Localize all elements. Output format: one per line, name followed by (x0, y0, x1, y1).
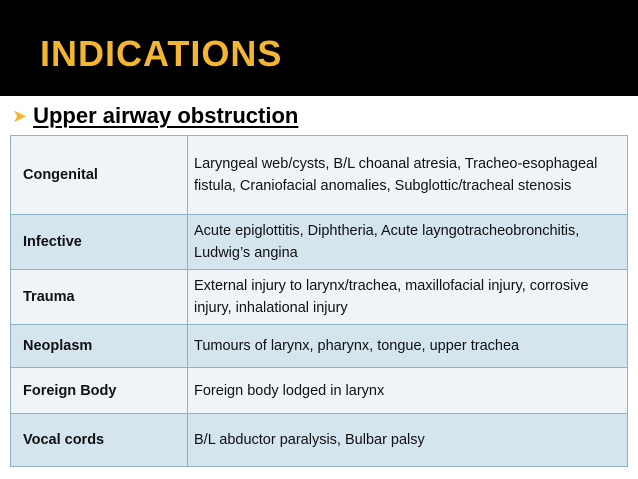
row-description: External injury to larynx/trachea, maxillofacial injury, corrosive injury, inhalational injury (188, 270, 628, 325)
row-description: Acute epiglottitis, Diphtheria, Acute layngotracheobronchitis, Ludwig’s angina (188, 215, 628, 270)
table-row (11, 215, 628, 270)
subtitle-row (12, 101, 298, 131)
row-category: Neoplasm (11, 325, 188, 368)
title-bar (0, 0, 638, 96)
indications-table (10, 135, 628, 467)
row-category: Congenital (11, 136, 188, 215)
row-category: Infective (11, 215, 188, 270)
row-description: Laryngeal web/cysts, B/L choanal atresia, Tracheo-esophageal fistula, Craniofacial anomalies, Subglottic/tracheal stenosis (188, 136, 628, 215)
table-row (11, 270, 628, 325)
row-description: Foreign body lodged in larynx (188, 368, 628, 414)
table-row (11, 325, 628, 368)
table-row (11, 368, 628, 414)
row-description: B/L abductor paralysis, Bulbar palsy (188, 414, 628, 467)
row-category: Vocal cords (11, 414, 188, 467)
table-row (11, 136, 628, 215)
row-description: Tumours of larynx, pharynx, tongue, upper trachea (188, 325, 628, 368)
row-category: Trauma (11, 270, 188, 325)
table-row (11, 414, 628, 467)
slide-subtitle: Upper airway obstruction (33, 103, 299, 128)
arrow-bullet-icon: ➤ (12, 105, 28, 126)
slide-title: INDICATIONS (40, 33, 283, 74)
row-category: Foreign Body (11, 368, 188, 414)
